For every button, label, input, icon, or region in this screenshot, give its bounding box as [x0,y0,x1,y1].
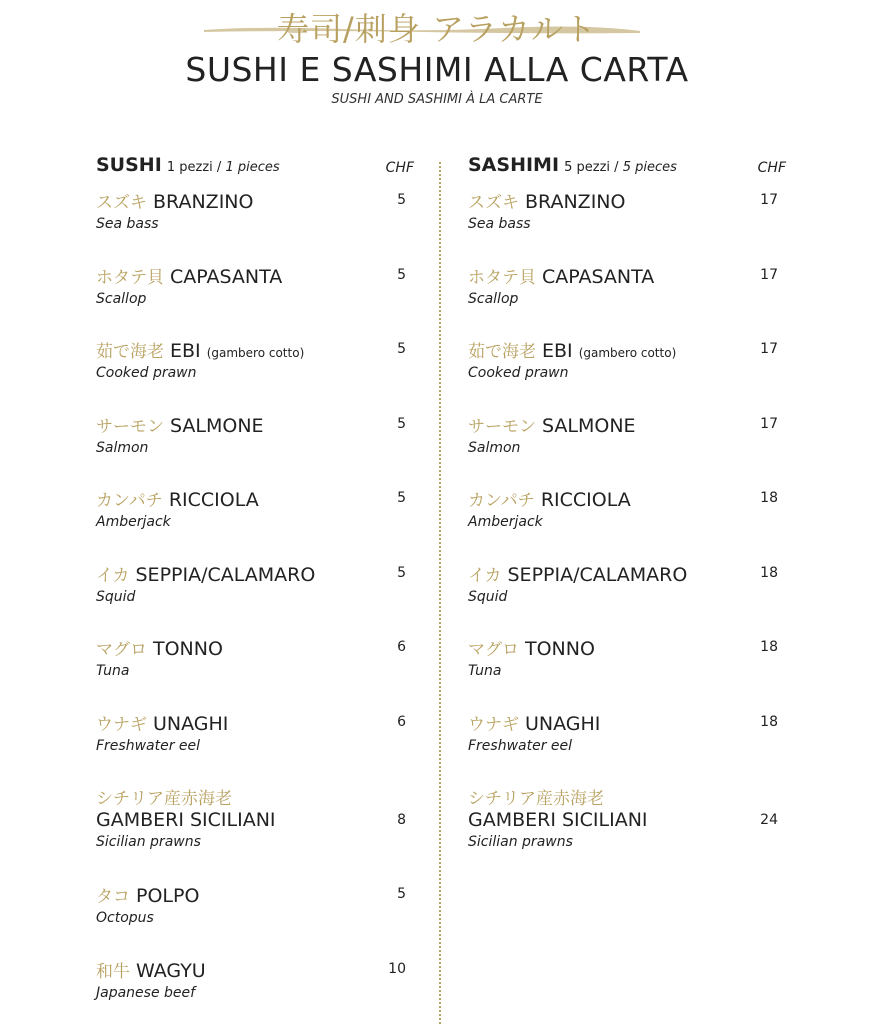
currency-label: CHF [386,160,414,176]
jp-title: 寿司/刺身 アラカルト [0,4,874,50]
item-jp-name: ホタテ貝 [96,268,164,288]
pieces-label [564,160,677,175]
column-divider [439,162,441,1024]
menu-item [96,412,416,487]
menu-item [468,337,788,412]
pieces-en: 1 pieces [225,160,279,175]
item-price: 18 [760,639,778,655]
item-name: CAPASANTA [170,266,282,288]
item-name: GAMBERI SICILIANI [468,809,648,831]
item-jp-name: タコ [96,887,130,907]
item-description: Scallop [96,291,416,307]
menu-item [96,635,416,710]
item-name: TONNO [525,638,595,660]
item-price: 8 [397,812,406,828]
item-name: SEPPIA/CALAMARO [136,564,316,586]
sushi-column [96,154,416,1031]
item-jp-name: スズキ [96,193,147,213]
menu-item [96,784,416,882]
item-jp-name: マグロ [468,640,519,660]
item-price: 17 [760,416,778,432]
item-price: 10 [388,961,406,977]
item-name: BRANZINO [525,191,625,213]
pieces-it: 1 pezzi / [167,160,221,175]
item-description: Squid [468,589,788,605]
item-description: Octopus [96,910,416,926]
menu-item [96,486,416,561]
item-price: 17 [760,341,778,357]
menu-item [468,784,788,882]
menu-item [468,561,788,636]
item-price: 6 [397,714,406,730]
item-description: Sicilian prawns [468,834,788,850]
item-price: 5 [397,341,406,357]
sashimi-heading [468,154,788,188]
item-name: TONNO [153,638,223,660]
item-price: 17 [760,192,778,208]
item-description: Sea bass [96,216,416,232]
menu-item [468,188,788,263]
item-note: (gambero cotto) [579,346,677,360]
item-jp-name: サーモン [468,417,536,437]
item-description: Sea bass [468,216,788,232]
item-price: 18 [760,565,778,581]
menu-item [96,188,416,263]
item-name: CAPASANTA [542,266,654,288]
item-jp-name: ウナギ [468,715,519,735]
item-name: UNAGHI [525,713,600,735]
item-jp-name: カンパチ [96,491,163,511]
menu-header [0,0,874,50]
item-description: Freshwater eel [96,738,416,754]
menu-item [96,337,416,412]
item-jp-name: 茹で海老 [468,342,536,362]
item-jp-name: 和牛 [96,962,130,982]
item-name: EBI [542,340,573,362]
item-price: 5 [397,565,406,581]
item-description: Salmon [468,440,788,456]
item-description: Salmon [96,440,416,456]
item-price: 17 [760,267,778,283]
sushi-heading [96,154,416,188]
item-price: 5 [397,192,406,208]
item-price: 18 [760,490,778,506]
jp-title-block [0,0,874,50]
section-name: SUSHI [96,154,162,176]
item-price: 5 [397,416,406,432]
item-name: UNAGHI [153,713,228,735]
pieces-it: 5 pezzi / [564,160,618,175]
menu-item [96,561,416,636]
pieces-label [167,160,280,175]
item-name: EBI [170,340,201,362]
item-jp-name: ホタテ貝 [468,268,536,288]
item-description: Sicilian prawns [96,834,416,850]
item-jp-name: シチリア産赤海老 [96,784,416,809]
menu-item [96,957,416,1031]
item-description: Scallop [468,291,788,307]
item-jp-name: カンパチ [468,491,535,511]
item-name: RICCIOLA [541,489,631,511]
item-jp-name: スズキ [468,193,519,213]
section-name: SASHIMI [468,154,559,176]
sashimi-column [468,154,788,882]
item-jp-name: イカ [96,566,130,586]
item-name: WAGYU [136,960,206,982]
item-name: POLPO [136,885,199,907]
menu-item [468,486,788,561]
menu-item [96,263,416,338]
item-jp-name: シチリア産赤海老 [468,784,788,809]
menu-item [96,710,416,785]
item-description: Amberjack [96,514,416,530]
item-name: SEPPIA/CALAMARO [508,564,688,586]
item-jp-name: サーモン [96,417,164,437]
menu-item [96,882,416,957]
item-jp-name: ウナギ [96,715,147,735]
item-description: Japanese beef [96,985,416,1001]
item-description: Tuna [96,663,416,679]
item-name: RICCIOLA [169,489,259,511]
item-description: Cooked prawn [468,365,788,381]
item-jp-name: 茹で海老 [96,342,164,362]
page-title: SUSHI E SASHIMI ALLA CARTA [0,50,874,89]
menu-item [468,263,788,338]
item-name: SALMONE [542,415,636,437]
item-name: BRANZINO [153,191,253,213]
item-price: 6 [397,639,406,655]
item-price: 18 [760,714,778,730]
item-note: (gambero cotto) [207,346,305,360]
menu-item [468,635,788,710]
item-description: Freshwater eel [468,738,788,754]
currency-label: CHF [758,160,786,176]
menu-item [468,710,788,785]
item-name: GAMBERI SICILIANI [96,809,276,831]
menu-item [468,412,788,487]
item-description: Amberjack [468,514,788,530]
item-description: Tuna [468,663,788,679]
item-price: 24 [760,812,778,828]
item-price: 5 [397,267,406,283]
item-price: 5 [397,886,406,902]
page-subtitle: SUSHI AND SASHIMI À LA CARTE [0,92,874,107]
pieces-en: 5 pieces [623,160,677,175]
item-description: Squid [96,589,416,605]
item-description: Cooked prawn [96,365,416,381]
item-jp-name: イカ [468,566,502,586]
item-jp-name: マグロ [96,640,147,660]
item-price: 5 [397,490,406,506]
item-name: SALMONE [170,415,264,437]
